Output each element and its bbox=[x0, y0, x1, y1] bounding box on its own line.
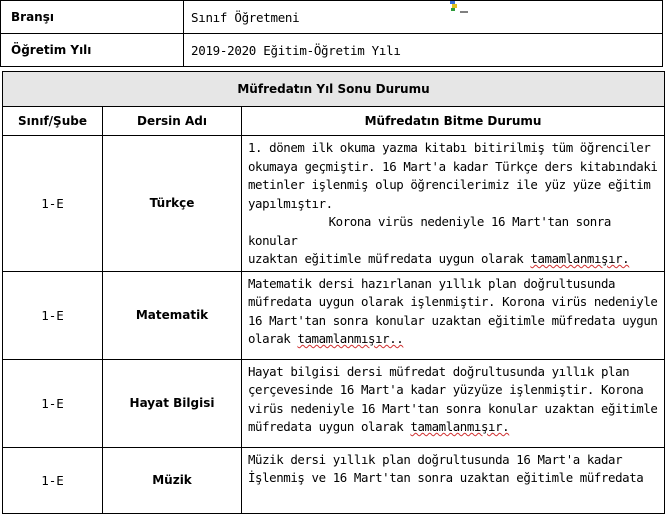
status-text: uzaktan eğitimle müfredata uygun olarak bbox=[248, 251, 531, 266]
status-text: müfredata uygun olarak bbox=[248, 419, 411, 434]
status-line: okumaya geçmiştir. 16 Mart'a kadar Türkçe ders kitabındaki bbox=[248, 158, 658, 174]
info-table bbox=[0, 0, 663, 67]
table-row bbox=[3, 136, 665, 272]
course-cell: Matematik bbox=[103, 271, 242, 359]
class-cell: 1-E bbox=[3, 136, 103, 272]
status-line: Korona virüs nedeniyle 16 Mart'tan sonra konular bbox=[248, 214, 611, 248]
brans-label: Branşı bbox=[1, 1, 184, 34]
status-cell bbox=[242, 271, 665, 359]
year-label: Öğretim Yılı bbox=[1, 34, 184, 67]
spelling-error: tamamlanmışır. bbox=[410, 419, 510, 434]
spelling-error: tamamlanmışır.. bbox=[297, 331, 404, 346]
status-line: metinler işlenmiş olup öğrencilerimiz ile yüz yüze eğitim bbox=[248, 177, 651, 192]
status-cell bbox=[242, 447, 665, 513]
class-cell: 1-E bbox=[3, 359, 103, 447]
status-line: virüs nedeniyle 16 Mart'tan sonra konular uzaktan eğitimle bbox=[248, 400, 658, 416]
table-header-row bbox=[3, 107, 665, 136]
status-line: Müzik dersi yıllık plan doğrultusunda 16 Mart'a kadar bbox=[248, 451, 623, 467]
status-line: İşlenmiş ve 16 Mart'tan sonra uzaktan eğitimle müfredata bbox=[248, 470, 644, 485]
spelling-error: tamamlanmışır. bbox=[530, 251, 630, 266]
year-value: 2019-2020 Eğitim-Öğretim Yılı bbox=[184, 34, 663, 67]
status-line bbox=[248, 250, 660, 269]
status-cell bbox=[242, 136, 665, 272]
course-cell: Müzik bbox=[103, 447, 242, 513]
header-status: Müfredatın Bitme Durumu bbox=[242, 107, 665, 136]
course-cell: Türkçe bbox=[103, 136, 242, 272]
course-cell: Hayat Bilgisi bbox=[103, 359, 242, 447]
year-row bbox=[1, 34, 663, 67]
class-cell: 1-E bbox=[3, 447, 103, 513]
status-line: Matematik dersi hazırlanan yıllık plan doğrultusunda bbox=[248, 275, 616, 291]
status-cell bbox=[242, 359, 665, 447]
status-line bbox=[248, 418, 660, 437]
status-line: çerçevesinde 16 Mart'a kadar yüzyüze işlenmiştir. Korona bbox=[248, 382, 644, 397]
status-line: Hayat bilgisi dersi müfredat doğrultusunda yıllık plan bbox=[248, 363, 630, 379]
table-title-row bbox=[3, 72, 665, 107]
table-row bbox=[3, 359, 665, 447]
class-cell: 1-E bbox=[3, 271, 103, 359]
header-course: Dersin Adı bbox=[103, 107, 242, 136]
status-text: olarak bbox=[248, 331, 298, 346]
status-line bbox=[248, 330, 660, 349]
status-line: müfredata uygun olarak işlenmiştir. Korona virüs nedeniyle bbox=[248, 294, 658, 309]
status-line: yapılmıştır. bbox=[248, 195, 333, 211]
status-line: 1. dönem ilk okuma yazma kitabı bitirilmiş tüm öğrenciler bbox=[248, 140, 651, 155]
curriculum-table bbox=[2, 71, 665, 514]
table-title: Müfredatın Yıl Sonu Durumu bbox=[3, 72, 665, 107]
table-row bbox=[3, 447, 665, 513]
brans-row bbox=[1, 1, 663, 34]
status-line: 16 Mart'tan sonra konular uzaktan eğitimle müfredata uygun bbox=[248, 312, 658, 328]
brans-value: Sınıf Öğretmeni bbox=[184, 1, 663, 34]
header-class: Sınıf/Şube bbox=[3, 107, 103, 136]
table-row bbox=[3, 271, 665, 359]
